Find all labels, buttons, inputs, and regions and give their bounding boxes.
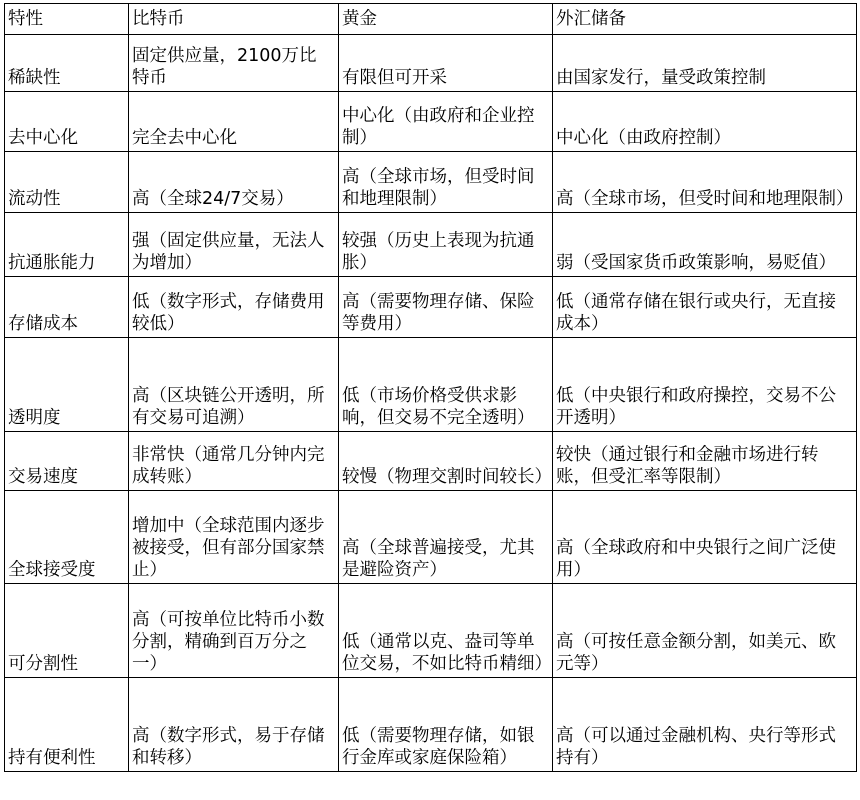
gold-cell: 低（通常以克、盎司等单位交易，不如比特币精细） [339, 584, 553, 678]
forex-cell: 高（全球市场，但受时间和地理限制） [553, 152, 857, 213]
row-feature-cell: 全球接受度 [5, 491, 129, 584]
row-feature-cell: 稀缺性 [5, 35, 129, 92]
table-row [5, 678, 857, 772]
gold-cell: 高（需要物理存储、保险等费用） [339, 277, 553, 338]
forex-cell: 由国家发行，量受政策控制 [553, 35, 857, 92]
forex-cell: 低（通常存储在银行或央行，无直接成本） [553, 277, 857, 338]
table-row [5, 491, 857, 584]
row-feature-cell: 抗通胀能力 [5, 213, 129, 277]
bitcoin-cell: 完全去中心化 [129, 92, 339, 152]
header-gold: 黄金 [339, 4, 553, 35]
bitcoin-cell: 高（全球24/7交易） [129, 152, 339, 213]
row-feature-cell: 透明度 [5, 338, 129, 432]
bitcoin-cell: 高（可按单位比特币小数分割，精确到百万分之一） [129, 584, 339, 678]
forex-cell: 高（可按任意金额分割，如美元、欧元等） [553, 584, 857, 678]
bitcoin-cell: 强（固定供应量，无法人为增加） [129, 213, 339, 277]
bitcoin-cell: 增加中（全球范围内逐步被接受，但有部分国家禁止） [129, 491, 339, 584]
table-header-row [5, 4, 857, 35]
row-feature-cell: 去中心化 [5, 92, 129, 152]
gold-cell: 低（需要物理存储，如银行金库或家庭保险箱） [339, 678, 553, 772]
table-row [5, 584, 857, 678]
table-row [5, 338, 857, 432]
forex-cell: 较快（通过银行和金融市场进行转账，但受汇率等限制） [553, 432, 857, 491]
table-row [5, 432, 857, 491]
comparison-table [4, 3, 857, 772]
row-feature-cell: 可分割性 [5, 584, 129, 678]
row-feature-cell: 存储成本 [5, 277, 129, 338]
table-row [5, 277, 857, 338]
header-feature: 特性 [5, 4, 129, 35]
row-feature-cell: 持有便利性 [5, 678, 129, 772]
table-row [5, 213, 857, 277]
gold-cell: 有限但可开采 [339, 35, 553, 92]
gold-cell: 高（全球普遍接受，尤其是避险资产） [339, 491, 553, 584]
forex-cell: 弱（受国家货币政策影响，易贬值） [553, 213, 857, 277]
bitcoin-cell: 高（数字形式，易于存储和转移） [129, 678, 339, 772]
table-row [5, 35, 857, 92]
gold-cell: 较慢（物理交割时间较长） [339, 432, 553, 491]
gold-cell: 高（全球市场，但受时间和地理限制） [339, 152, 553, 213]
gold-cell: 低（市场价格受供求影响，但交易不完全透明） [339, 338, 553, 432]
table-row [5, 152, 857, 213]
forex-cell: 高（可以通过金融机构、央行等形式持有） [553, 678, 857, 772]
bitcoin-cell: 非常快（通常几分钟内完成转账） [129, 432, 339, 491]
forex-cell: 高（全球政府和中央银行之间广泛使用） [553, 491, 857, 584]
bitcoin-cell: 固定供应量，2100万比特币 [129, 35, 339, 92]
gold-cell: 较强（历史上表现为抗通胀） [339, 213, 553, 277]
forex-cell: 低（中央银行和政府操控，交易不公开透明） [553, 338, 857, 432]
forex-cell: 中心化（由政府控制） [553, 92, 857, 152]
bitcoin-cell: 低（数字形式，存储费用较低） [129, 277, 339, 338]
table-row [5, 92, 857, 152]
header-bitcoin: 比特币 [129, 4, 339, 35]
row-feature-cell: 交易速度 [5, 432, 129, 491]
header-forex-reserves: 外汇储备 [553, 4, 857, 35]
row-feature-cell: 流动性 [5, 152, 129, 213]
bitcoin-cell: 高（区块链公开透明，所有交易可追溯） [129, 338, 339, 432]
gold-cell: 中心化（由政府和企业控制） [339, 92, 553, 152]
